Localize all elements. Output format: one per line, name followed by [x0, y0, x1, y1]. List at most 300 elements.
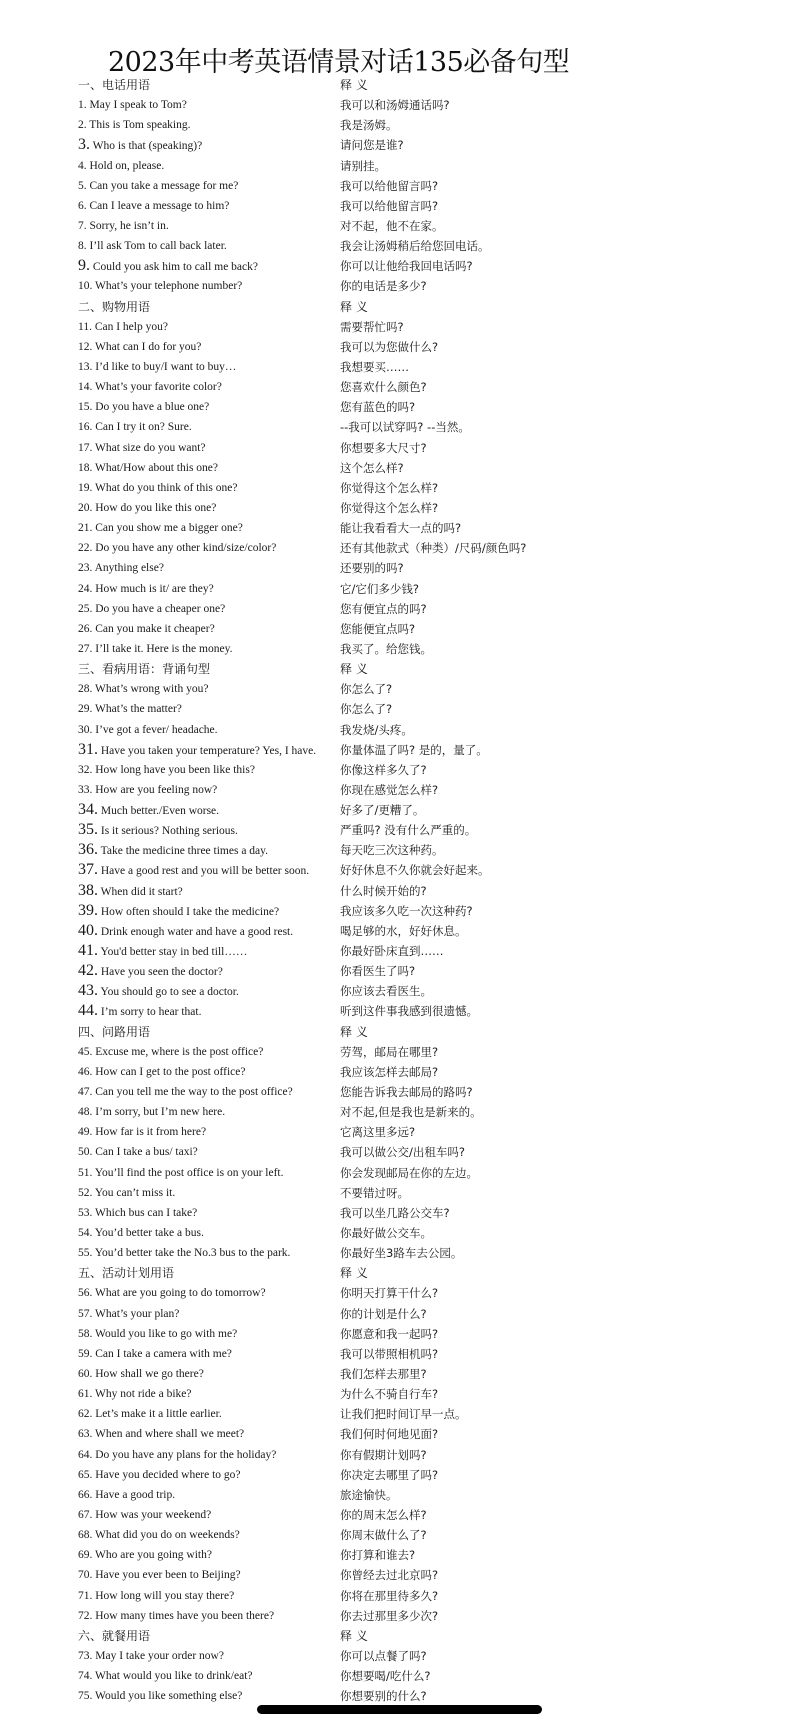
phrase-row: [78, 780, 778, 800]
english-sentence: [78, 679, 208, 699]
section-title: 一、电话用语: [78, 78, 151, 92]
chinese-meaning: 你怎么了?: [340, 682, 393, 697]
item-number: 14.: [78, 381, 93, 394]
chinese-meaning: 你可以让他给我回电话吗?: [340, 259, 473, 274]
chinese-meaning: 请问您是谁?: [340, 138, 404, 153]
item-number: 45.: [78, 1045, 93, 1058]
item-number: 64.: [78, 1448, 93, 1461]
english-sentence: [78, 840, 268, 861]
item-number: 18.: [78, 461, 93, 474]
english-text: What’s your telephone number?: [95, 280, 243, 293]
item-number: 15.: [78, 401, 93, 414]
item-number: 38.: [78, 881, 98, 899]
english-sentence: [78, 1424, 244, 1444]
chinese-meaning: 您有便宜点的吗?: [340, 601, 427, 616]
phrase-row: [78, 1223, 778, 1243]
phrase-row: [78, 1082, 778, 1102]
english-text: Have a good trip.: [95, 1488, 176, 1501]
english-text: Can I help you?: [94, 320, 168, 333]
english-text: How much is it/ are they?: [95, 582, 214, 595]
english-text: Can I take a camera with me?: [95, 1347, 232, 1360]
phrase-row: [78, 156, 778, 176]
phrase-row: [78, 397, 778, 417]
english-sentence: [78, 216, 169, 236]
chinese-meaning: 你最好坐3路车去公园。: [340, 1246, 463, 1261]
english-text: Do you have a cheaper one?: [95, 602, 226, 615]
english-text: Let’s make it a little earlier.: [95, 1408, 222, 1421]
english-sentence: [78, 981, 239, 1002]
phrase-row: [78, 1163, 778, 1183]
english-text: Is it serious? Nothing serious.: [100, 825, 238, 838]
phrase-row: [78, 1364, 778, 1384]
item-number: 34.: [78, 801, 98, 819]
item-number: 67.: [78, 1508, 93, 1521]
meaning-column-header: 释 义: [340, 299, 368, 314]
home-indicator-bar[interactable]: [257, 1705, 542, 1714]
english-sentence: [78, 498, 216, 518]
english-sentence: [78, 740, 316, 761]
chinese-meaning: 还要别的吗?: [340, 561, 404, 576]
item-number: 44.: [78, 1002, 98, 1020]
phrase-row: [78, 538, 778, 558]
phrase-row: [78, 1203, 778, 1223]
english-text: Can you show me a bigger one?: [95, 522, 243, 535]
english-text: What size do you want?: [95, 441, 206, 454]
item-number: 70.: [78, 1569, 93, 1582]
item-number: 54.: [78, 1227, 93, 1240]
english-sentence: [78, 1223, 204, 1243]
english-text: Can you take a message for me?: [89, 179, 239, 192]
phrase-row: [78, 1565, 778, 1585]
phrase-row: [78, 800, 778, 820]
chinese-meaning: 我可以给他留言吗?: [340, 178, 439, 193]
english-sentence: [78, 1485, 175, 1505]
chinese-meaning: 你的电话是多少?: [340, 279, 427, 294]
item-number: 62.: [78, 1408, 93, 1421]
chinese-meaning: 喝足够的水，好好休息。: [340, 923, 467, 938]
english-sentence: [78, 337, 201, 357]
phrase-row: [78, 981, 778, 1001]
meaning-column-header: 释 义: [340, 1024, 368, 1039]
phrase-row: [78, 357, 778, 377]
english-sentence: [78, 720, 218, 740]
english-sentence: [78, 1102, 225, 1122]
chinese-meaning: 我可以带照相机吗?: [340, 1346, 439, 1361]
phrase-row: [78, 236, 778, 256]
chinese-meaning: 你有假期计划吗?: [340, 1447, 427, 1462]
english-sentence: [78, 881, 183, 902]
chinese-meaning: 你觉得这个怎么样?: [340, 500, 439, 515]
item-number: 22.: [78, 542, 93, 555]
english-sentence: [78, 135, 202, 156]
phrase-row: [78, 95, 778, 115]
item-number: 36.: [78, 841, 98, 859]
english-sentence: [78, 639, 232, 659]
chinese-meaning: 你可以点餐了吗?: [340, 1648, 427, 1663]
english-sentence: [78, 699, 182, 719]
item-number: 31.: [78, 740, 98, 758]
english-text: You can’t miss it.: [94, 1186, 176, 1199]
chinese-meaning: 你周末做什么了?: [340, 1528, 427, 1543]
english-sentence: [78, 961, 223, 982]
chinese-meaning: 我会让汤姆稍后给您回电话。: [340, 239, 490, 254]
english-sentence: [78, 297, 150, 317]
english-text: You’d better take the No.3 bus to the park.: [94, 1247, 291, 1260]
item-number: 60.: [78, 1368, 93, 1380]
english-text: What’s your plan?: [95, 1307, 180, 1320]
item-number: 55.: [78, 1247, 93, 1260]
item-number: 13.: [78, 360, 93, 373]
english-text: This is Tom speaking.: [89, 119, 191, 132]
chinese-meaning: 我是汤姆。: [340, 118, 398, 133]
english-sentence: [78, 780, 217, 800]
english-text: When and where shall we meet?: [95, 1428, 245, 1441]
item-number: 66.: [78, 1488, 93, 1501]
chinese-meaning: 你想要喝/吃什么?: [340, 1669, 431, 1684]
chinese-meaning: 不要错过呀。: [340, 1185, 409, 1200]
phrase-row: [78, 135, 778, 155]
chinese-meaning: 它离这里多远?: [340, 1125, 416, 1140]
phrase-row: [78, 458, 778, 478]
chinese-meaning: 您有蓝色的吗?: [340, 400, 416, 415]
section-header: [78, 1022, 778, 1042]
english-sentence: [78, 357, 236, 377]
english-text: How shall we go there?: [95, 1368, 204, 1380]
phrase-row: [78, 438, 778, 458]
english-sentence: [78, 1545, 212, 1565]
english-sentence: [78, 760, 255, 780]
chinese-meaning: 你觉得这个怎么样?: [340, 480, 439, 495]
phrase-row: [78, 1142, 778, 1162]
english-sentence: [78, 478, 238, 498]
english-text: Have you ever been to Beijing?: [95, 1569, 241, 1582]
english-sentence: [78, 1404, 222, 1424]
document-title: 2023年中考英语情景对话135必备句型: [108, 47, 570, 78]
chinese-meaning: 你想要多大尺寸?: [340, 440, 427, 455]
chinese-meaning: 你愿意和我一起吗?: [340, 1326, 439, 1341]
chinese-meaning: 对不起,但是我也是新来的。: [340, 1105, 482, 1120]
phrase-row: [78, 941, 778, 961]
english-text: What are you going to do tomorrow?: [95, 1287, 266, 1300]
english-sentence: [78, 921, 293, 942]
english-sentence: [78, 1364, 204, 1384]
chinese-meaning: 为什么不骑自行车?: [340, 1387, 439, 1402]
english-text: Can I leave a message to him?: [89, 199, 230, 212]
chinese-meaning: 你现在感觉怎么样?: [340, 782, 439, 797]
chinese-meaning: 听到这件事我感到很遗憾。: [340, 1004, 478, 1019]
section-title: 四、问路用语: [78, 1024, 151, 1039]
item-number: 57.: [78, 1307, 93, 1320]
english-sentence: [78, 1465, 241, 1485]
chinese-meaning: 你最好做公交车。: [340, 1226, 432, 1241]
english-sentence: [78, 438, 206, 458]
chinese-meaning: --我可以试穿吗? --当然。: [340, 420, 470, 435]
chinese-meaning: 劳驾，邮局在哪里?: [340, 1044, 439, 1059]
english-sentence: [78, 1122, 206, 1142]
meaning-column-header: 释 义: [340, 1266, 368, 1281]
item-number: 63.: [78, 1428, 93, 1441]
english-sentence: [78, 1163, 284, 1183]
english-sentence: [78, 518, 243, 538]
item-number: 21.: [78, 522, 93, 535]
meaning-column-header: 释 义: [340, 662, 368, 677]
item-number: 16.: [78, 421, 93, 434]
chinese-meaning: 对不起，他不在家。: [340, 218, 444, 233]
chinese-meaning: 我们怎样去那里?: [340, 1367, 427, 1381]
english-text: How are you feeling now?: [95, 783, 218, 796]
chinese-meaning: 我可以做公交/出租车吗?: [340, 1145, 465, 1160]
english-sentence: [78, 1586, 234, 1606]
english-text: Who is that (speaking)?: [92, 140, 203, 153]
phrase-row: [78, 840, 778, 860]
item-number: 50.: [78, 1146, 93, 1159]
item-number: 58.: [78, 1327, 93, 1340]
phrase-row: [78, 1586, 778, 1606]
item-number: 25.: [78, 602, 93, 615]
english-sentence: [78, 1022, 150, 1042]
item-number: 19.: [78, 481, 93, 494]
english-sentence: [78, 1445, 276, 1465]
english-sentence: [78, 1142, 198, 1162]
english-text: I’d like to buy/I want to buy…: [95, 360, 237, 373]
english-text: I’m sorry to hear that.: [100, 1006, 202, 1019]
english-sentence: [78, 1686, 242, 1706]
chinese-meaning: 什么时候开始的?: [340, 883, 427, 898]
english-text: Have a good rest and you will be better soon.: [100, 865, 310, 878]
phrase-row: [78, 1001, 778, 1021]
phrase-row: [78, 1324, 778, 1344]
phrase-row: [78, 1525, 778, 1545]
english-sentence: [78, 1384, 191, 1404]
english-sentence: [78, 1324, 237, 1344]
english-text: You'd better stay in bed till……: [100, 946, 248, 959]
chinese-meaning: 你量体温了吗? 是的，量了。: [340, 742, 488, 757]
item-number: 23.: [78, 562, 93, 575]
item-number: 52.: [78, 1186, 93, 1199]
english-text: How do you like this one?: [95, 501, 217, 514]
chinese-meaning: 你的计划是什么?: [340, 1306, 427, 1321]
phrase-list: [78, 75, 778, 1706]
english-text: Can I try it on? Sure.: [95, 421, 192, 434]
chinese-meaning: 你明天打算干什么?: [340, 1286, 439, 1301]
item-number: 56.: [78, 1287, 93, 1300]
phrase-row: [78, 1686, 778, 1706]
item-number: 61.: [78, 1388, 93, 1401]
phrase-row: [78, 498, 778, 518]
english-text: How many times have you been there?: [95, 1609, 275, 1622]
phrase-row: [78, 216, 778, 236]
meaning-column-header: 释 义: [340, 78, 368, 92]
english-text: How long will you stay there?: [95, 1589, 235, 1602]
phrase-row: [78, 760, 778, 780]
chinese-meaning: 请别挂。: [340, 158, 386, 173]
section-title: 二、购物用语: [78, 299, 151, 314]
english-text: Why not ride a bike?: [95, 1388, 192, 1401]
english-text: Can you tell me the way to the post office?: [95, 1086, 293, 1099]
item-number: 37.: [78, 861, 98, 879]
item-number: 26.: [78, 622, 93, 635]
english-text: What do you think of this one?: [95, 481, 238, 494]
meaning-column-header: 释 义: [340, 1628, 368, 1643]
english-text: Could you ask him to call me back?: [92, 261, 258, 274]
item-number: 17.: [78, 441, 93, 454]
item-number: 20.: [78, 501, 93, 514]
section-title: 五、活动计划用语: [78, 1266, 175, 1281]
item-number: 33.: [78, 783, 93, 796]
english-text: I’ll ask Tom to call back later.: [89, 240, 227, 253]
english-text: Hold on, please.: [89, 159, 165, 172]
item-number: 5.: [78, 179, 87, 192]
item-number: 10.: [78, 280, 93, 293]
english-sentence: [78, 1606, 274, 1626]
english-text: What would you like to drink/eat?: [95, 1670, 253, 1683]
section-title: 六、就餐用语: [78, 1628, 151, 1643]
english-text: How far is it from here?: [95, 1126, 207, 1139]
english-text: What’s your favorite color?: [95, 381, 222, 394]
chinese-meaning: 好多了/更糟了。: [340, 803, 425, 818]
chinese-meaning: 您能便宜点吗?: [340, 621, 416, 636]
phrase-row: [78, 1283, 778, 1303]
item-number: 43.: [78, 982, 98, 1000]
phrase-row: [78, 276, 778, 296]
phrase-row: [78, 1465, 778, 1485]
english-sentence: [78, 1666, 253, 1686]
phrase-row: [78, 196, 778, 216]
english-text: Have you seen the doctor?: [100, 966, 223, 979]
chinese-meaning: 我应该多久吃一次这种药?: [340, 903, 473, 918]
english-text: I’ve got a fever/ headache.: [95, 723, 218, 736]
item-number: 30.: [78, 723, 93, 736]
phrase-row: [78, 1545, 778, 1565]
english-text: How was your weekend?: [95, 1508, 212, 1521]
english-sentence: [78, 1001, 201, 1022]
phrase-row: [78, 720, 778, 740]
item-number: 69.: [78, 1549, 93, 1562]
chinese-meaning: 你会发现邮局在你的左边。: [340, 1165, 478, 1180]
item-number: 9.: [78, 257, 90, 275]
item-number: 49.: [78, 1126, 93, 1139]
phrase-row: [78, 921, 778, 941]
chinese-meaning: 你怎么了?: [340, 702, 393, 717]
chinese-meaning: 能让我看看大一点的吗?: [340, 521, 462, 536]
phrase-row: [78, 1102, 778, 1122]
english-text: What can I do for you?: [95, 340, 202, 353]
item-number: 35.: [78, 821, 98, 839]
phrase-row: [78, 599, 778, 619]
english-text: Can you make it cheaper?: [95, 622, 215, 635]
english-sentence: [78, 1525, 240, 1545]
phrase-row: [78, 1122, 778, 1142]
english-sentence: [78, 317, 168, 337]
item-number: 39.: [78, 901, 98, 919]
english-sentence: [78, 156, 164, 176]
phrase-row: [78, 881, 778, 901]
chinese-meaning: 你曾经去过北京吗?: [340, 1568, 439, 1583]
english-sentence: [78, 1243, 290, 1263]
english-text: Would you like something else?: [95, 1690, 243, 1703]
phrase-row: [78, 1485, 778, 1505]
english-text: You’ll find the post office is on your left.: [94, 1166, 284, 1179]
item-number: 41.: [78, 942, 98, 960]
chinese-meaning: 你像这样多久了?: [340, 762, 427, 777]
english-text: Which bus can I take?: [95, 1206, 198, 1219]
english-sentence: [78, 95, 187, 115]
item-number: 32.: [78, 763, 93, 776]
english-sentence: [78, 1183, 175, 1203]
item-number: 47.: [78, 1086, 93, 1099]
english-text: What/How about this one?: [95, 461, 219, 474]
english-text: Who are you going with?: [95, 1549, 212, 1562]
phrase-row: [78, 1042, 778, 1062]
phrase-row: [78, 115, 778, 135]
english-sentence: [78, 538, 276, 558]
english-text: What did you do on weekends?: [95, 1529, 240, 1542]
english-text: I’ll take it. Here is the money.: [95, 642, 233, 655]
phrase-row: [78, 639, 778, 659]
chinese-meaning: 严重吗? 没有什么严重的。: [340, 823, 477, 838]
english-sentence: [78, 115, 191, 135]
english-sentence: [78, 417, 192, 437]
chinese-meaning: 我想要买……: [340, 359, 409, 374]
chinese-meaning: 你打算和谁去?: [340, 1548, 416, 1563]
item-number: 4.: [78, 159, 87, 172]
item-number: 59.: [78, 1347, 93, 1360]
item-number: 51.: [78, 1166, 93, 1179]
chinese-meaning: 好好休息不久你就会好起来。: [340, 863, 490, 878]
phrase-row: [78, 558, 778, 578]
english-text: Take the medicine three times a day.: [100, 845, 269, 858]
english-sentence: [78, 397, 209, 417]
chinese-meaning: 您能告诉我去邮局的路吗?: [340, 1085, 473, 1100]
english-text: Can I take a bus/ taxi?: [95, 1146, 198, 1159]
phrase-row: [78, 679, 778, 699]
item-number: 6.: [78, 199, 87, 212]
phrase-row: [78, 820, 778, 840]
english-sentence: [78, 1203, 197, 1223]
english-text: May I take your order now?: [95, 1649, 224, 1662]
item-number: 3.: [78, 136, 90, 154]
english-text: Excuse me, where is the post office?: [95, 1045, 264, 1058]
english-sentence: [78, 377, 222, 397]
chinese-meaning: 你看医生了吗?: [340, 964, 416, 979]
phrase-row: [78, 1344, 778, 1364]
item-number: 74.: [78, 1670, 93, 1683]
section-title: 三、看病用语：背诵句型: [78, 662, 211, 677]
english-text: I’m sorry, but I’m new here.: [95, 1106, 226, 1119]
section-header: [78, 297, 778, 317]
english-text: Do you have any plans for the holiday?: [95, 1448, 277, 1461]
english-sentence: [78, 941, 247, 962]
chinese-meaning: 旅途愉快。: [340, 1487, 398, 1502]
item-number: 28.: [78, 683, 93, 696]
english-sentence: [78, 1283, 266, 1303]
chinese-meaning: 它/它们多少钱?: [340, 581, 419, 596]
english-sentence: [78, 1565, 241, 1585]
phrase-row: [78, 579, 778, 599]
item-number: 2.: [78, 119, 87, 132]
english-sentence: [78, 1082, 293, 1102]
english-sentence: [78, 1505, 211, 1525]
english-text: How often should I take the medicine?: [100, 905, 280, 918]
item-number: 1.: [78, 99, 87, 112]
section-header: [78, 75, 778, 95]
chinese-meaning: 你的周末怎么样?: [340, 1507, 427, 1522]
phrase-row: [78, 1445, 778, 1465]
english-sentence: [78, 901, 279, 922]
english-text: What’s wrong with you?: [95, 683, 209, 696]
english-sentence: [78, 256, 258, 277]
english-sentence: [78, 1304, 179, 1324]
